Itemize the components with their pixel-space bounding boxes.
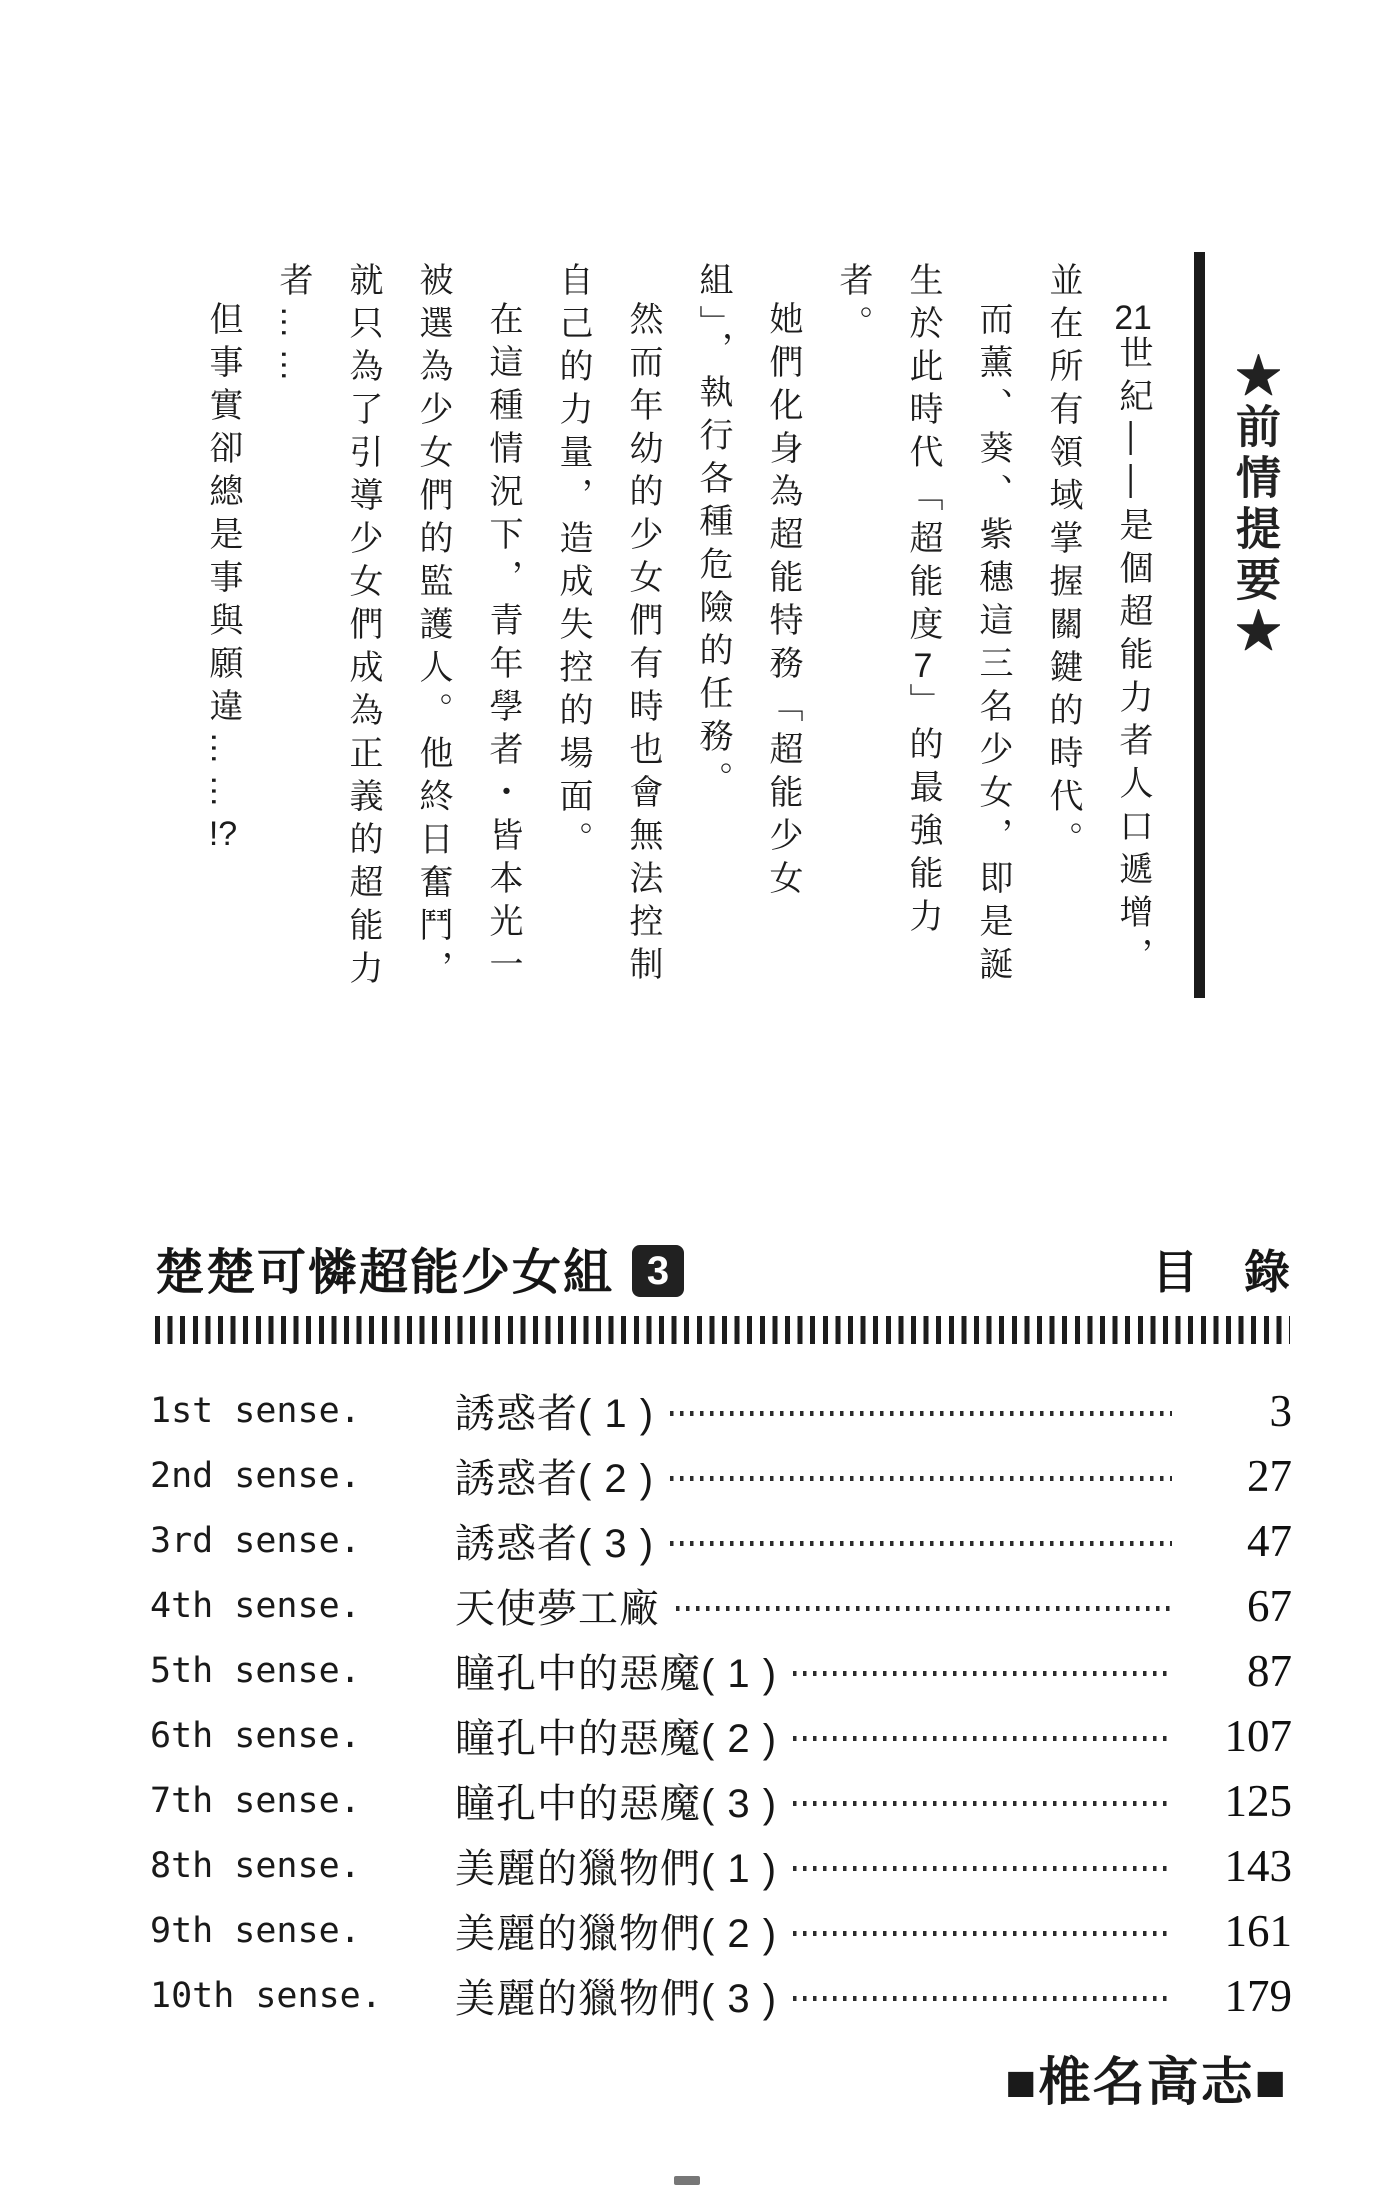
page-number: 3 [1269,1385,1292,1436]
synopsis-paragraph: 但事實卻總是事與願違……!? [204,301,242,852]
page-number: 143 [1224,1840,1292,1891]
author-credit: ■椎名高志■ [1005,2054,1288,2112]
page-number: 27 [1247,1450,1292,1501]
dot-leader [793,1671,1172,1676]
series-title: 楚楚可憐超能少女組 [155,1246,615,1300]
toc-row [150,1508,1292,1573]
toc-list [150,1378,1292,2028]
page-number: 125 [1224,1775,1292,1826]
chapter-label: 7th sense. [150,1780,361,1821]
chapter-title: 美麗的獵物們( 1 ) [455,1847,778,1891]
synopsis-paragraph: 在這種情況下，青年學者・皆本光一被選為少女們的監護人。他終日奮鬥，就只為了引導少女們成為正義的超能力者…… [274,262,522,993]
dot-leader [670,1476,1172,1481]
synopsis-divider-bar [1194,252,1205,998]
chapter-title: 瞳孔中的惡魔( 2 ) [455,1717,778,1761]
page-number: 107 [1224,1710,1292,1761]
chapter-label: 4th sense. [150,1585,361,1626]
chapter-title: 誘惑者( 2 ) [455,1457,655,1501]
chapter-label: 6th sense. [150,1715,361,1756]
series-title-group [155,1234,684,1304]
chapter-label: 9th sense. [150,1910,361,1951]
toc-heading: 目 錄 [1152,1246,1290,1298]
toc-row [150,1638,1292,1703]
page-number: 179 [1224,1970,1292,2021]
dot-leader [670,1411,1172,1416]
chapter-title: 誘惑者( 1 ) [455,1392,655,1436]
synopsis-paragraph: 而薰、葵、紫穗這三名少女，即是誕生於此時代「超能度7」的最強能力者。 [834,262,1012,990]
chapter-label: 10th sense. [150,1975,382,2016]
toc-row [150,1573,1292,1638]
page-number: 87 [1247,1645,1292,1696]
toc-row [150,1768,1292,1833]
page-number: 161 [1224,1905,1292,1956]
chapter-title: 美麗的獵物們( 3 ) [455,1977,778,2021]
synopsis-paragraph: 然而年幼的少女們有時也會無法控制自己的力量，造成失控的場面。 [554,262,662,990]
dot-leader [793,1801,1172,1806]
dot-leader [793,1931,1172,1936]
chapter-label: 3rd sense. [150,1520,361,1561]
page-number: 67 [1247,1580,1292,1631]
toc-row [150,1378,1292,1443]
chapter-label: 5th sense. [150,1650,361,1691]
dot-leader [676,1606,1172,1611]
chapter-label: 1st sense. [150,1390,361,1431]
hatched-divider [155,1316,1290,1344]
dot-leader [793,1736,1172,1741]
page-bottom-artifact [674,2176,700,2185]
synopsis-text-block [188,262,1168,1004]
toc-row [150,1898,1292,1963]
dot-leader [670,1541,1172,1546]
page-number: 47 [1247,1515,1292,1566]
chapter-label: 2nd sense. [150,1455,361,1496]
chapter-label: 8th sense. [150,1845,361,1886]
synopsis-paragraph: 21世紀——是個超能力者人口遞增，並在所有領域掌握關鍵的時代。 [1044,262,1152,981]
toc-row [150,1703,1292,1768]
chapter-title: 瞳孔中的惡魔( 3 ) [455,1782,778,1826]
toc-row [150,1833,1292,1898]
dot-leader [793,1996,1172,2001]
toc-row [150,1443,1292,1508]
volume-badge: 3 [632,1245,684,1297]
chapter-title: 天使夢工廠 [455,1587,660,1631]
chapter-title: 美麗的獵物們( 2 ) [455,1912,778,1956]
chapter-title: 誘惑者( 3 ) [455,1522,655,1566]
synopsis-heading: ★前情提要★ [1229,352,1280,658]
toc-row [150,1963,1292,2028]
synopsis-paragraph: 她們化身為超能特務「超能少女組」，執行各種危險的任務。 [694,262,802,904]
chapter-title: 瞳孔中的惡魔( 1 ) [455,1652,778,1696]
dot-leader [793,1866,1172,1871]
toc-header [155,1234,1290,1304]
